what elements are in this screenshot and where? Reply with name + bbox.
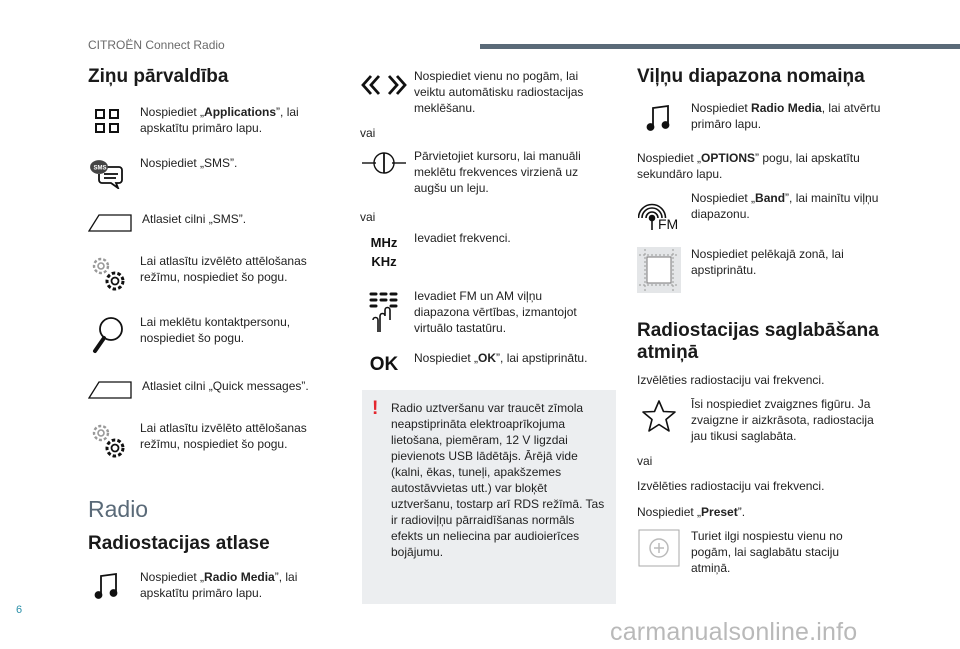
keypad-hand-icon xyxy=(360,288,408,336)
tab-icon xyxy=(88,211,132,235)
band-step-band xyxy=(637,190,887,234)
seek-arrows-icon xyxy=(360,68,408,102)
grey-zone-icon xyxy=(637,246,681,294)
or-separator: vai xyxy=(360,126,376,140)
messages-step-sms xyxy=(88,155,320,193)
tuning-manual-step xyxy=(360,148,618,196)
messages-step-text: Atlasiet cilni „SMS”. xyxy=(142,211,247,226)
star-icon xyxy=(637,396,681,436)
mhz-label: MHz xyxy=(370,235,398,250)
warning-text: Radio uztveršanu var traucēt zīmola neapstiprināta elektroaprīkojuma lietošana, piemēram, 12 V ligzdai pievienots USB lādētājs. Ārējā vide (kalni, ēkas, tuneļi, apakšzemes autostāvvietas utt.) var bloķēt uztveršanu, tostarp arī RDS režīmā. Tas ir radioviļņu pārraidīšanas normāls efekts un neliecina par audioierīces bojājumu. xyxy=(391,401,605,559)
khz-label: KHz xyxy=(371,254,397,269)
radio-chapter-title: Radio xyxy=(88,495,149,522)
add-preset-icon xyxy=(637,528,681,568)
tuning-ok-text: Nospiediet „OK”, lai apstiprinātu. xyxy=(414,351,588,365)
memory-intro-2: Izvēlēties radiostaciju vai frekvenci. xyxy=(637,478,825,493)
tuning-manual-text: Pārvietojiet kursoru, lai manuāli meklētu frekvences virzienā uz augšu un leju. xyxy=(414,149,581,195)
radio-select-step xyxy=(88,569,320,603)
column-tuning xyxy=(360,68,618,380)
watermark: carmanualsonline.info xyxy=(610,618,858,646)
fm-band-icon xyxy=(637,190,681,234)
messages-step-text: Lai atlasītu izvēlēto attēlošanas režīmu, nospiediet šo pogu. xyxy=(140,253,307,284)
tuning-enter-frequency-step xyxy=(360,230,618,274)
messages-step-applications xyxy=(88,104,320,138)
band-step-text: Nospiediet pelēkajā zonā, lai apstiprinātu. xyxy=(691,246,844,277)
or-separator: vai xyxy=(637,453,653,468)
memory-preset-step: Nospiediet „Preset”. xyxy=(637,504,746,519)
or-separator: vai xyxy=(360,210,376,224)
music-note-icon xyxy=(88,569,126,603)
column-messages xyxy=(88,62,320,603)
messages-step-tab-sms xyxy=(88,211,320,235)
settings-gears-icon xyxy=(88,253,130,295)
warning-note xyxy=(362,390,616,604)
band-step-options: Nospiediet „OPTIONS” pogu, lai apskatītu sekundāro lapu. xyxy=(637,150,860,181)
tuning-seek-step xyxy=(360,68,618,116)
warning-exclamation-icon: ! xyxy=(372,398,379,419)
frequency-cursor-icon xyxy=(360,148,408,178)
memory-star-step xyxy=(637,396,887,444)
tuning-seek-text: Nospiediet vienu no pogām, lai veiktu automātisku radiostacijas meklēšanu. xyxy=(414,69,584,115)
radio-select-title: Radiostacijas atlase xyxy=(88,532,270,554)
header-bar xyxy=(480,44,960,49)
tuning-keypad-text: Ievadiet FM un AM viļņu diapazona vērtības, izmantojot virtuālo tastatūru. xyxy=(414,289,577,335)
memory-intro: Izvēlēties radiostaciju vai frekvenci. xyxy=(637,372,825,387)
applications-grid-icon xyxy=(88,104,126,138)
fm-label: FM xyxy=(658,215,679,232)
svg-text:SMS: SMS xyxy=(93,165,107,172)
messages-step-text: Lai atlasītu izvēlēto attēlošanas režīmu, nospiediet šo pogu. xyxy=(140,420,307,451)
messages-step-display-mode xyxy=(88,253,320,295)
messages-step-text: Atlasiet cilni „Quick messages”. xyxy=(142,378,309,393)
memory-hold-text: Turiet ilgi nospiestu vienu no pogām, lai saglabātu staciju atmiņā. xyxy=(691,528,843,575)
settings-gears-icon xyxy=(88,420,130,462)
sms-bubble-icon xyxy=(88,155,126,193)
radio-select-text: Nospiediet „Radio Media”, lai apskatītu primāro lapu. xyxy=(140,569,298,600)
column-band-memory xyxy=(637,62,887,576)
ok-icon xyxy=(360,350,408,380)
search-magnifier-icon xyxy=(88,314,130,356)
tuning-keypad-step xyxy=(360,288,618,336)
ok-label: OK xyxy=(369,354,399,375)
tuning-ok-step xyxy=(360,350,618,380)
messages-title: Ziņu pārvaldība xyxy=(88,66,229,87)
band-step-text: Nospiediet „Band”, lai mainītu viļņu diapazonu. xyxy=(691,190,879,221)
page-number: 6 xyxy=(16,604,23,616)
music-note-icon xyxy=(637,100,681,136)
mhz-khz-icon xyxy=(360,230,408,274)
messages-step-tab-quick xyxy=(88,378,320,402)
band-step-radio-media xyxy=(637,100,887,136)
memory-star-text: Īsi nospiediet zvaigznes figūru. Ja zvaigzne ir aizkrāsota, radiostacija jau tikusi saglabāta. xyxy=(691,396,874,443)
memory-hold-step xyxy=(637,528,887,576)
tuning-enter-frequency-text: Ievadiet frekvenci. xyxy=(414,231,511,245)
band-step-text: Nospiediet Radio Media, lai atvērtu primāro lapu. xyxy=(691,100,881,131)
messages-step-display-mode-2 xyxy=(88,420,320,462)
tab-icon xyxy=(88,378,132,402)
memory-title: Radiostacijas saglabāšana atmiņā xyxy=(637,319,879,363)
messages-step-text: Nospiediet „Applications”, lai apskatītu primāro lapu. xyxy=(140,104,299,135)
messages-step-search xyxy=(88,314,320,356)
document-header: CITROËN Connect Radio xyxy=(88,38,225,52)
messages-step-text: Nospiediet „SMS”. xyxy=(140,155,238,170)
band-title: Viļņu diapazona nomaiņa xyxy=(637,66,865,87)
band-step-confirm xyxy=(637,246,887,294)
messages-step-text: Lai meklētu kontaktpersonu, nospiediet šo pogu. xyxy=(140,314,291,345)
